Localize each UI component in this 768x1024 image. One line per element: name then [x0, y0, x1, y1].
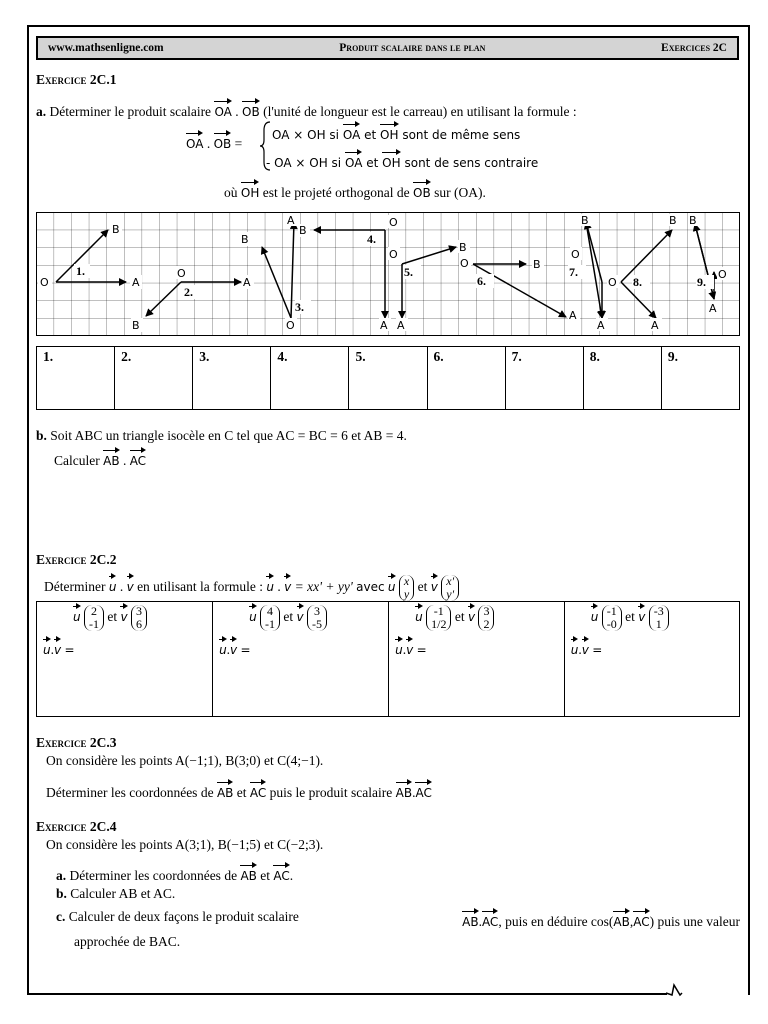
page-bottom-border: [27, 993, 667, 995]
c3-et: et: [454, 609, 465, 624]
vec-ab-b: AB: [103, 448, 119, 468]
svg-text:A: A: [287, 214, 295, 227]
c1-eq: =: [64, 642, 75, 657]
answer-cell-3[interactable]: 3.: [193, 347, 271, 410]
vec-v-i2: v: [284, 574, 291, 594]
c1-v: v: [120, 604, 127, 624]
u-coords-generic: x y: [399, 575, 414, 601]
vec-v-i1: v: [127, 574, 134, 594]
svg-text:O: O: [389, 248, 398, 261]
c1-et: et: [107, 609, 118, 624]
vec-ac-3: AC: [250, 780, 266, 800]
answer-cell-4[interactable]: 4.: [271, 347, 349, 410]
ex1-title: Exercice 2C.1: [36, 72, 117, 87]
formula-case2: [266, 150, 538, 170]
ex1-where-line: [224, 180, 486, 201]
c2-rv: v: [230, 637, 237, 657]
ex4-a-label: a.: [56, 868, 67, 883]
ex4-a-line: a. Déterminer les coordonnées de AB et AC.: [56, 863, 293, 884]
c4-et: et: [625, 609, 635, 624]
svg-text:B: B: [299, 224, 307, 237]
case1-end: sont de même sens: [402, 128, 521, 142]
c3-v-coords: 3 2: [478, 605, 494, 631]
svg-text:B: B: [581, 214, 589, 227]
answer-cell-7[interactable]: 7.: [505, 347, 583, 410]
vec-oh-c2: OH: [382, 150, 400, 170]
case1-text: OA × OH si: [272, 128, 339, 142]
c3-u: u: [415, 604, 423, 624]
svg-text:B: B: [533, 258, 541, 271]
c1-ru: u: [43, 637, 51, 657]
ex3-l2b: puis le produit scalaire: [269, 785, 393, 800]
vec-ob-f: OB: [214, 131, 232, 151]
c2-v-coords: 3 -5: [307, 605, 327, 631]
svg-text:A: A: [243, 276, 251, 289]
ex1-a-line: a. Déterminer le produit scalaire OA . OB (l'unité de longueur est le carreau) en utilisant la formule :: [36, 99, 577, 120]
c1-v-coords: 3 6: [131, 605, 147, 631]
c1-u: u: [73, 604, 81, 624]
ex2-title: Exercice 2C.2: [36, 552, 117, 567]
svg-text:1.: 1.: [76, 264, 85, 278]
ex1-a-label: a.: [36, 104, 47, 119]
ex1-answer-table: [36, 346, 740, 410]
ex1-b-calc: Calculer AB . AC: [54, 448, 146, 469]
vec-ac-4c: AC: [482, 909, 498, 929]
ex1-a-text1: Déterminer le produit scalaire: [49, 104, 212, 119]
grid-squares: [36, 212, 740, 336]
c2-u: u: [249, 604, 257, 624]
ex3-line2: Déterminer les coordonnées de AB et AC puis le produit scalaire AB.AC: [46, 780, 432, 801]
svg-text:O: O: [286, 319, 295, 332]
vec-ab-3b: AB: [396, 780, 412, 800]
ex4-a-text: Déterminer les coordonnées de: [69, 868, 238, 883]
case2-et: et: [366, 156, 379, 170]
svg-text:A: A: [569, 309, 577, 322]
ex3-line1: On considère les points A(−1;1), B(3;0) et C(4;−1).: [46, 753, 324, 768]
where-3: sur (OA).: [434, 185, 486, 200]
vec-v-i3: v: [431, 574, 438, 594]
c4-u: u: [591, 604, 599, 624]
ex3-et: et: [236, 785, 247, 800]
svg-text:A: A: [709, 302, 717, 315]
vec-ac-3b: AC: [415, 780, 431, 800]
svg-text:4.: 4.: [367, 232, 376, 246]
svg-text:A: A: [132, 276, 140, 289]
svg-text:A: A: [397, 319, 405, 332]
vec-oa-c2: OA: [345, 150, 362, 170]
vec-oa-c1: OA: [343, 122, 360, 142]
answer-cell-2[interactable]: 2.: [115, 347, 193, 410]
c4-u-coords: -1 -0: [602, 605, 622, 631]
ex2-intro-2: en utilisant la formule :: [137, 579, 264, 594]
svg-text:3.: 3.: [295, 300, 304, 314]
ex4-c-text3: ) puis une valeur: [649, 914, 740, 929]
svg-text:A: A: [597, 319, 605, 332]
c4-ru: u: [571, 637, 579, 657]
svg-text:7.: 7.: [569, 265, 578, 279]
c4-v-coords: -3 1: [649, 605, 669, 631]
ex2-case-1[interactable]: u 2 -1 et v 3 6 u.v =: [37, 602, 213, 717]
svg-text:O: O: [571, 248, 580, 261]
svg-text:O: O: [40, 276, 49, 289]
ex4-c-line2: approchée de BAC.: [74, 934, 181, 949]
vec-ac-4c2: AC: [633, 909, 649, 929]
vec-ob: OB: [242, 99, 260, 119]
svg-text:2.: 2.: [184, 285, 193, 299]
vec-ab-4c: AB: [462, 909, 478, 929]
ex2-case-4[interactable]: u -1 -0 et v -3 1 u.v =: [564, 602, 739, 717]
ex3-title: Exercice 2C.3: [36, 735, 117, 750]
where-2: est le projeté orthogonal de: [262, 185, 410, 200]
case2-end: sont de sens contraire: [404, 156, 539, 170]
c2-eq: =: [240, 642, 251, 657]
c3-rv: v: [406, 637, 413, 657]
ex2-table: [36, 601, 740, 717]
c3-eq: =: [416, 642, 427, 657]
ex4-title: Exercice 2C.4: [36, 819, 117, 834]
c1-u-coords: 2 -1: [84, 605, 104, 631]
svg-text:B: B: [112, 223, 120, 236]
ex4-b-line: [56, 886, 175, 902]
doc-title: Produit scalaire dans le plan: [339, 42, 486, 54]
svg-text:O: O: [608, 276, 617, 289]
answer-cell-6[interactable]: 6.: [427, 347, 505, 410]
ex4-b-label: b.: [56, 886, 67, 901]
ex4-et: et: [260, 868, 271, 883]
c4-eq: =: [592, 642, 603, 657]
vec-oa: OA: [214, 99, 231, 119]
answer-cell-8[interactable]: 8.: [583, 347, 661, 410]
answer-cell-9[interactable]: 9.: [661, 347, 739, 410]
svg-text:O: O: [460, 257, 469, 270]
c1-rv: v: [54, 637, 61, 657]
svg-text:O: O: [177, 267, 186, 280]
svg-text:B: B: [241, 233, 249, 246]
ex4-c-text2: , puis en déduire cos(: [498, 914, 614, 929]
ex1-formula-lhs: OA . OB =: [186, 131, 242, 152]
c4-v: v: [638, 604, 645, 624]
c3-u-coords: -1 1/2: [426, 605, 451, 631]
vec-oh-c1: OH: [380, 122, 398, 142]
ex2-intro: Déterminer u . v en utilisant la formule : u . v = xx' + yy' avec u x y et v x' y': [44, 574, 459, 601]
vec-ab-4c2: AB: [613, 909, 629, 929]
case1-et: et: [364, 128, 377, 142]
vec-oa-f: OA: [186, 131, 203, 151]
svg-text:A: A: [380, 319, 388, 332]
ex1-a-text2: (l'unité de longueur est le carreau) en utilisant la formule :: [263, 104, 577, 119]
svg-text:O: O: [718, 268, 727, 281]
ex2-formula: = xx' + yy': [294, 579, 353, 594]
formula-case1: [272, 122, 520, 142]
svg-text:B: B: [132, 319, 140, 332]
svg-text:A: A: [651, 319, 659, 332]
vec-ab-3: AB: [217, 780, 233, 800]
svg-text:6.: 6.: [477, 274, 486, 288]
c3-v: v: [468, 604, 475, 624]
ex1-b-text: Soit ABC un triangle isocèle en C tel que AC = BC = 6 et AB = 4.: [50, 428, 407, 443]
ex2-case-2[interactable]: u 4 -1 et v 3 -5 u.v =: [213, 602, 389, 717]
answer-cell-1[interactable]: 1.: [37, 347, 115, 410]
ex4-b-text: Calculer AB et AC.: [70, 886, 176, 901]
vector-grid-figure: [36, 212, 740, 336]
svg-text:B: B: [669, 214, 677, 227]
ex1-b-label: b.: [36, 428, 47, 443]
c2-et: et: [283, 609, 294, 624]
ex4-c-line: c. Calculer de deux façons le produit scalaire AB.AC, puis en déduire cos(AB,AC) puis une valeur: [56, 909, 740, 929]
svg-text:9.: 9.: [697, 275, 706, 289]
vec-oh-w: OH: [241, 180, 259, 200]
v-coords-generic: x' y': [441, 575, 459, 601]
ex2-intro-1: Déterminer: [44, 579, 106, 594]
ex1-b-line: [36, 428, 407, 444]
vec-u-i2: u: [266, 574, 274, 594]
ex2-case-3[interactable]: u -1 1/2 et v 3 2 u.v =: [389, 602, 565, 717]
ex2-avec: avec: [356, 580, 385, 594]
case2-text: - OA × OH si: [266, 156, 342, 170]
svg-text:O: O: [389, 216, 398, 229]
svg-text:B: B: [459, 241, 467, 254]
vec-u-i3: u: [388, 574, 396, 594]
page-curl-mark: [664, 983, 684, 997]
vec-ac-b: AC: [130, 448, 146, 468]
page-header: [36, 36, 739, 60]
vec-ab-4a: AB: [240, 863, 256, 883]
answer-cell-5[interactable]: 5.: [349, 347, 427, 410]
svg-text:5.: 5.: [404, 265, 413, 279]
c2-u-coords: 4 -1: [260, 605, 280, 631]
c2-ru: u: [219, 637, 227, 657]
c3-ru: u: [395, 637, 403, 657]
vec-ob-w: OB: [413, 180, 431, 200]
vec-u-i1: u: [109, 574, 117, 594]
vec-ac-4a: AC: [273, 863, 289, 883]
doc-code: Exercices 2C: [661, 42, 727, 54]
ex4-line1: On considère les points A(3;1), B(−1;5) et C(−2;3).: [46, 837, 324, 852]
c2-v: v: [297, 604, 304, 624]
ex4-c-text1: Calculer de deux façons le produit scalaire: [68, 909, 299, 924]
ex2-et: et: [417, 579, 428, 594]
site-url: www.mathsenligne.com: [48, 42, 164, 54]
ex1-b-calc-text: Calculer: [54, 453, 100, 468]
c4-rv: v: [582, 637, 589, 657]
svg-text:B: B: [689, 214, 697, 227]
where-1: où: [224, 185, 238, 200]
svg-text:8.: 8.: [633, 275, 642, 289]
ex4-c-label: c.: [56, 909, 66, 924]
ex3-l2a: Déterminer les coordonnées de: [46, 785, 214, 800]
